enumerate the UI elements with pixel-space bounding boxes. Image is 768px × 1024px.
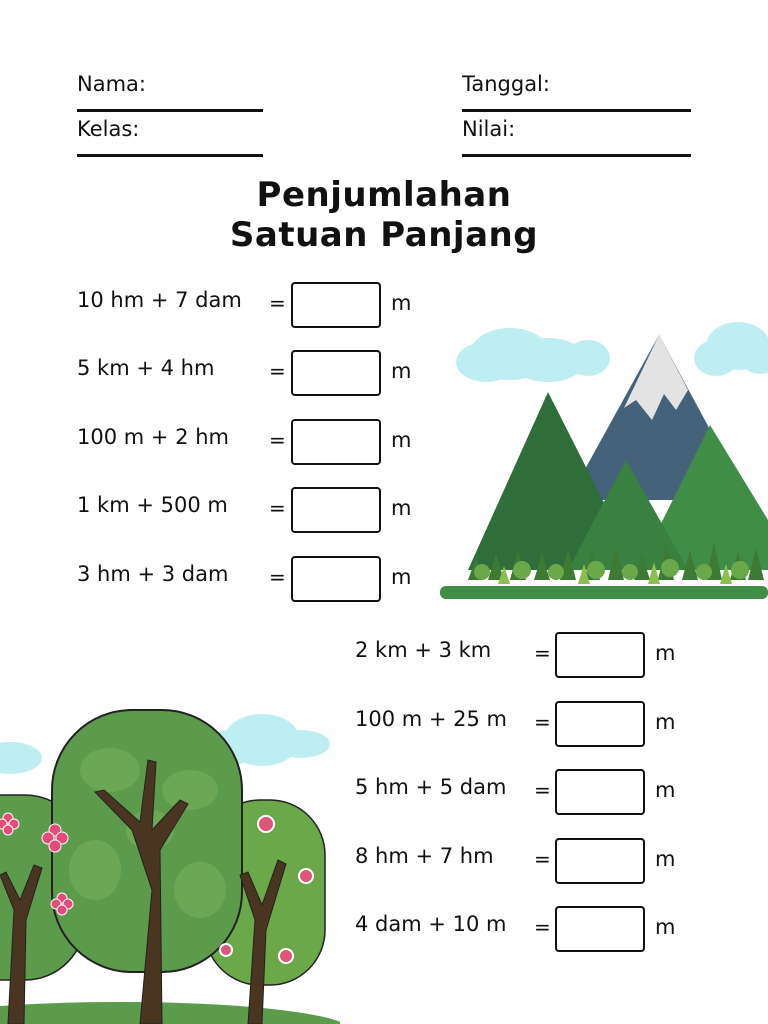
title-line-1: Penjumlahan — [256, 175, 512, 215]
cloud-icon — [456, 328, 610, 382]
answer-box[interactable] — [555, 906, 645, 952]
date-underline — [462, 109, 691, 112]
title-line-2: Satuan Panjang — [229, 215, 539, 255]
problem-row — [355, 701, 685, 745]
name-label: Nama: — [77, 72, 146, 96]
date-label: Tanggal: — [462, 72, 550, 96]
unit-label: m — [655, 778, 676, 802]
equals-sign: = — [269, 565, 286, 589]
unit-label: m — [391, 496, 412, 520]
problem-expression: 2 km + 3 km — [355, 638, 492, 662]
problem-expression: 3 hm + 3 dam — [77, 562, 229, 586]
problem-row — [355, 906, 685, 950]
unit-label: m — [655, 710, 676, 734]
problem-expression: 5 hm + 5 dam — [355, 775, 507, 799]
equals-sign: = — [269, 496, 286, 520]
name-field[interactable] — [77, 72, 263, 112]
cloud-icon — [0, 742, 42, 774]
problem-row — [77, 282, 417, 326]
problem-expression: 100 m + 25 m — [355, 707, 508, 731]
problem-expression: 1 km + 500 m — [77, 493, 228, 517]
score-field[interactable] — [462, 117, 691, 157]
problem-row — [355, 769, 685, 813]
score-underline — [462, 154, 691, 157]
problem-expression: 5 km + 4 hm — [77, 356, 215, 380]
class-label: Kelas: — [77, 117, 140, 141]
equals-sign: = — [534, 710, 551, 734]
equals-sign: = — [534, 778, 551, 802]
unit-label: m — [391, 359, 412, 383]
equals-sign: = — [534, 847, 551, 871]
problem-row — [355, 838, 685, 882]
answer-box[interactable] — [555, 632, 645, 678]
answer-box[interactable] — [291, 487, 381, 533]
equals-sign: = — [534, 915, 551, 939]
problem-row — [77, 487, 417, 531]
problem-expression: 4 dam + 10 m — [355, 912, 507, 936]
trees-illustration — [0, 700, 340, 1024]
problem-expression: 8 hm + 7 hm — [355, 844, 494, 868]
equals-sign: = — [534, 641, 551, 665]
answer-box[interactable] — [555, 838, 645, 884]
unit-label: m — [391, 565, 412, 589]
name-underline — [77, 109, 263, 112]
unit-label: m — [391, 291, 412, 315]
answer-box[interactable] — [291, 350, 381, 396]
problem-expression: 10 hm + 7 dam — [77, 288, 242, 312]
unit-label: m — [391, 428, 412, 452]
answer-box[interactable] — [555, 701, 645, 747]
problem-row — [77, 350, 417, 394]
equals-sign: = — [269, 428, 286, 452]
answer-box[interactable] — [291, 419, 381, 465]
class-field[interactable] — [77, 117, 263, 157]
date-field[interactable] — [462, 72, 691, 112]
equals-sign: = — [269, 291, 286, 315]
problem-row — [77, 556, 417, 600]
page-title — [0, 175, 768, 255]
mountain-illustration — [438, 310, 768, 602]
answer-box[interactable] — [555, 769, 645, 815]
equals-sign: = — [269, 359, 286, 383]
score-label: Nilai: — [462, 117, 516, 141]
problem-row — [355, 632, 685, 676]
cloud-icon — [694, 322, 768, 376]
class-underline — [77, 154, 263, 157]
answer-box[interactable] — [291, 556, 381, 602]
unit-label: m — [655, 641, 676, 665]
problem-expression: 100 m + 2 hm — [77, 425, 229, 449]
unit-label: m — [655, 915, 676, 939]
problem-row — [77, 419, 417, 463]
answer-box[interactable] — [291, 282, 381, 328]
unit-label: m — [655, 847, 676, 871]
